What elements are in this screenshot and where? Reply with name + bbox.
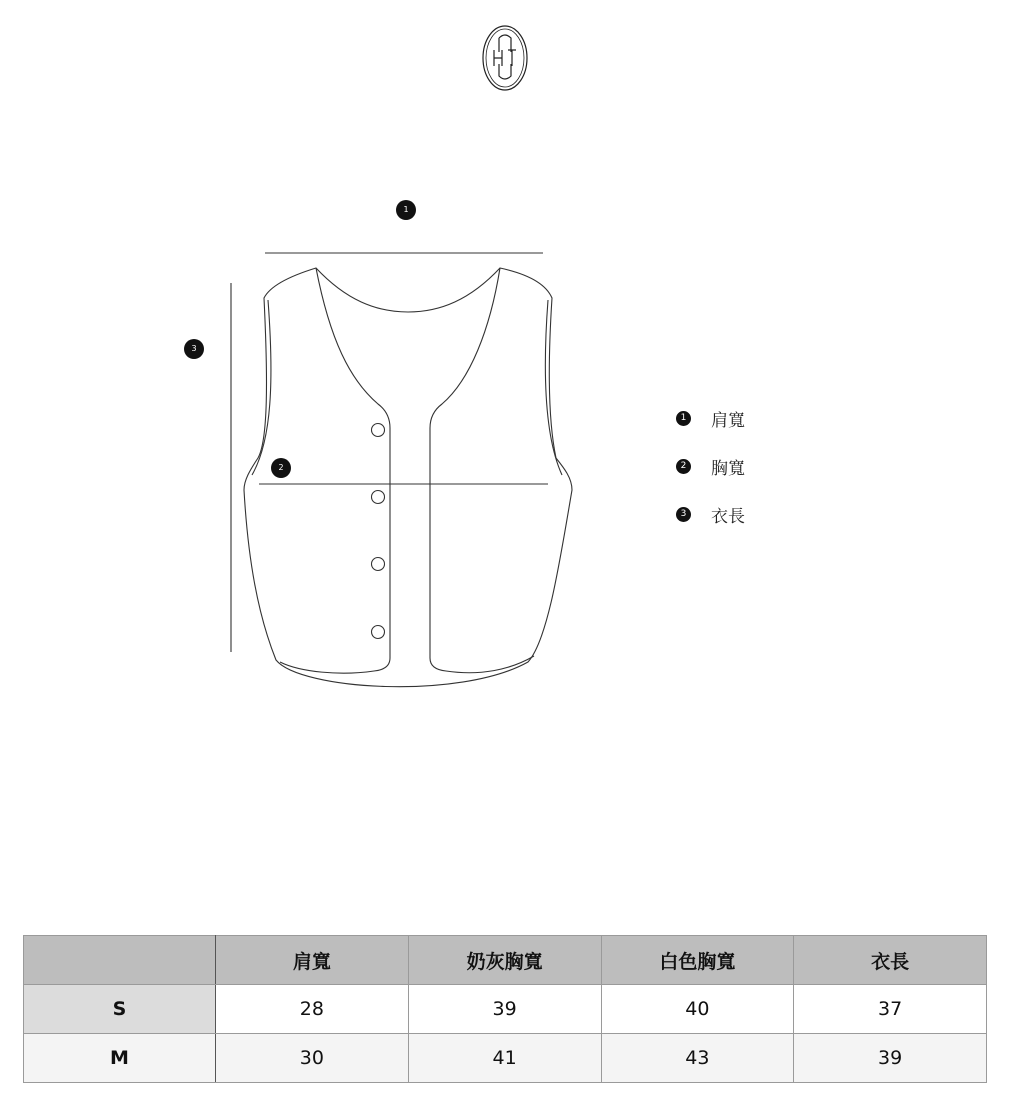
legend-item-shoulder xyxy=(676,404,745,432)
legend-label: 衣長 xyxy=(711,506,745,527)
table-cell: 37 xyxy=(794,985,987,1034)
table-cell: 39 xyxy=(408,985,601,1034)
measurement-legend xyxy=(676,404,745,528)
header-corner xyxy=(24,936,216,985)
marker-shoulder: 1 xyxy=(396,200,416,220)
table-row xyxy=(24,985,987,1034)
header-white-chest: 白色胸寬 xyxy=(601,936,794,985)
size-label: S xyxy=(24,985,216,1034)
legend-label: 肩寬 xyxy=(711,410,745,431)
table-cell: 43 xyxy=(601,1034,794,1083)
legend-item-chest xyxy=(676,452,745,480)
table-cell: 40 xyxy=(601,985,794,1034)
header-grey-chest: 奶灰胸寬 xyxy=(408,936,601,985)
size-chart-table xyxy=(23,935,987,1083)
right-front-placket xyxy=(430,268,534,673)
button-1 xyxy=(372,424,385,437)
size-label: M xyxy=(24,1034,216,1083)
legend-number: 1 xyxy=(676,411,691,426)
legend-label: 胸寬 xyxy=(711,458,745,479)
button-2 xyxy=(372,491,385,504)
button-4 xyxy=(372,626,385,639)
table-cell: 30 xyxy=(216,1034,409,1083)
left-front-placket xyxy=(280,268,390,673)
vest-outline xyxy=(244,268,572,687)
header-length: 衣長 xyxy=(794,936,987,985)
header-shoulder: 肩寬 xyxy=(216,936,409,985)
legend-number: 3 xyxy=(676,507,691,522)
table-cell: 28 xyxy=(216,985,409,1034)
table-header-row xyxy=(24,936,987,985)
legend-number: 2 xyxy=(676,459,691,474)
marker-length: 3 xyxy=(184,339,204,359)
table-cell: 41 xyxy=(408,1034,601,1083)
marker-chest: 2 xyxy=(271,458,291,478)
table-cell: 39 xyxy=(794,1034,987,1083)
legend-item-length xyxy=(676,500,745,528)
button-3 xyxy=(372,558,385,571)
table-row xyxy=(24,1034,987,1083)
